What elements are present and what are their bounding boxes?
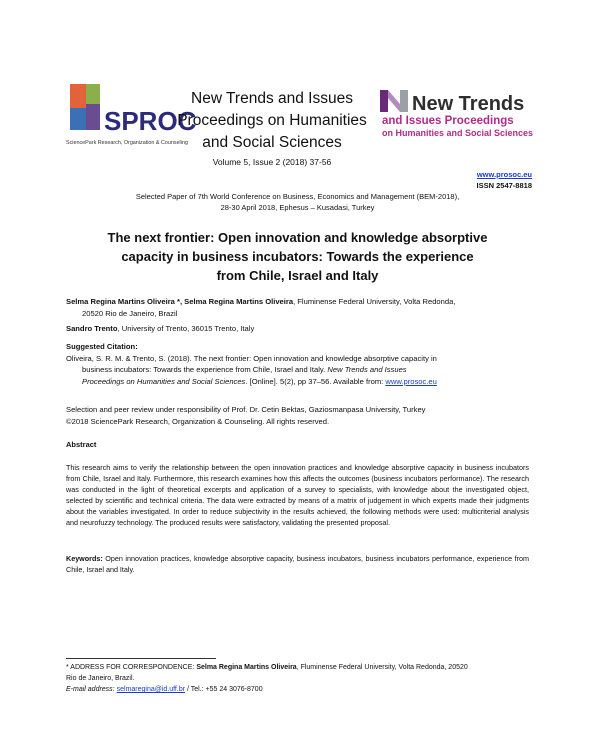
conference-note: Selected Paper of 7th World Conference on Business, Economics and Management (BEM-2018), 28-30 April 2018, Ephesus – Kusadasi, Turkey: [135, 192, 460, 212]
copyright: ©2018 SciencePark Research, Organization & Counseling. All rights reserved.: [66, 416, 330, 426]
peer-review-note: Selection and peer review under responsibility of Prof. Dr. Cetin Bektas, Gaziosmanpasa University, Turkey ©2018 SciencePark Research, Organization & Counseling. All rights reserved.: [66, 404, 536, 427]
footnote-divider: [66, 658, 216, 659]
issn: ISSN 2547-8818: [476, 181, 532, 190]
journal-logo: [378, 88, 538, 142]
suggested-citation: Suggested Citation: Oliveira, S. R. M. & Trento, S. (2018). The next frontier: Open innovation and knowledge absorptive capacity in business incubators: Towards the experience from Chile, Israel and Italy. New Trends and Issues Proceedings on Humanities and Social Sciences. [Online]. 5(2), pp 37–56. Available from: www.prosoc.eu: [66, 342, 437, 386]
author1-name: Selma Regina Martins Oliveira *, Selma Regina Martins Oliveira: [66, 297, 294, 306]
sproc-caption: SciencePark Research, Organization & Counseling: [66, 140, 188, 146]
sproc-logo: [66, 82, 197, 154]
citation-link[interactable]: www.prosoc.eu: [385, 376, 437, 386]
abstract-heading: Abstract: [66, 440, 97, 449]
volume-info: Volume 5, Issue 2 (2018) 37-56: [212, 157, 332, 167]
journal-website-link[interactable]: www.prosoc.eu: [476, 170, 532, 179]
svg-text:SPROC: SPROC: [104, 106, 197, 136]
paper-title: The next frontier: Open innovation and knowledge absorptive capacity in business incubators: Towards the experience from Chile, Israel and Italy: [107, 230, 488, 283]
author-block: Selma Regina Martins Oliveira *, Selma Regina Martins Oliveira, Fluminense Federal University, Volta Redonda, 20520 Rio de Janeiro, Brazil Sandro Trento, University of Trento, 36015 Trento, Italy: [66, 297, 456, 333]
svg-text:New Trends: New Trends: [412, 93, 525, 115]
email-link[interactable]: selmaregina@id.uff.br: [116, 686, 186, 693]
svg-text:on Humanities and Social Scien: on Humanities and Social Sciences: [382, 128, 534, 138]
abstract-text: This research aims to verify the relationship between the open innovation practices and knowledge absorptive capacity in business incubators from Chile, Israel and Italy. Furthermore, this research examines how this affects the outcomes (business incubators performance). The research was conducted in the light of theoretical excerpts and application of a survey to specialists, with knowledge about the investigated object, selected by scientific and technical criteria. The data were extracted by means of a matrix of judgement in which experts made their judgments about the variables investigated. In order to reduce subjectivity in the results achieved, the following methods were used: multicriterial analysis and neurofuzzy technology. The produced results were satisfactory, validating the presented proposal.: [66, 463, 529, 527]
journal-title: New Trends and Issues Proceedings on Humanities and Social Sciences: [177, 90, 367, 151]
keywords: Keywords: Open innovation practices, knowledge absorptive capacity, business incubators, business incubators performance, experience from Chile, Israel and Italy.: [66, 554, 529, 574]
svg-text:and Issues Proceedings: and Issues Proceedings: [382, 115, 514, 127]
author2-name: Sandro Trento: [66, 324, 118, 333]
correspondence-footnote: * ADDRESS FOR CORRESPONDENCE: Selma Regina Martins Oliveira, Fluminense Federal University, Volta Redonda, 20520 Rio de Janeiro, Brazil. E-mail address: selmaregina@id.uff.br / Tel.: +55 24 3076-8700: [66, 664, 468, 693]
